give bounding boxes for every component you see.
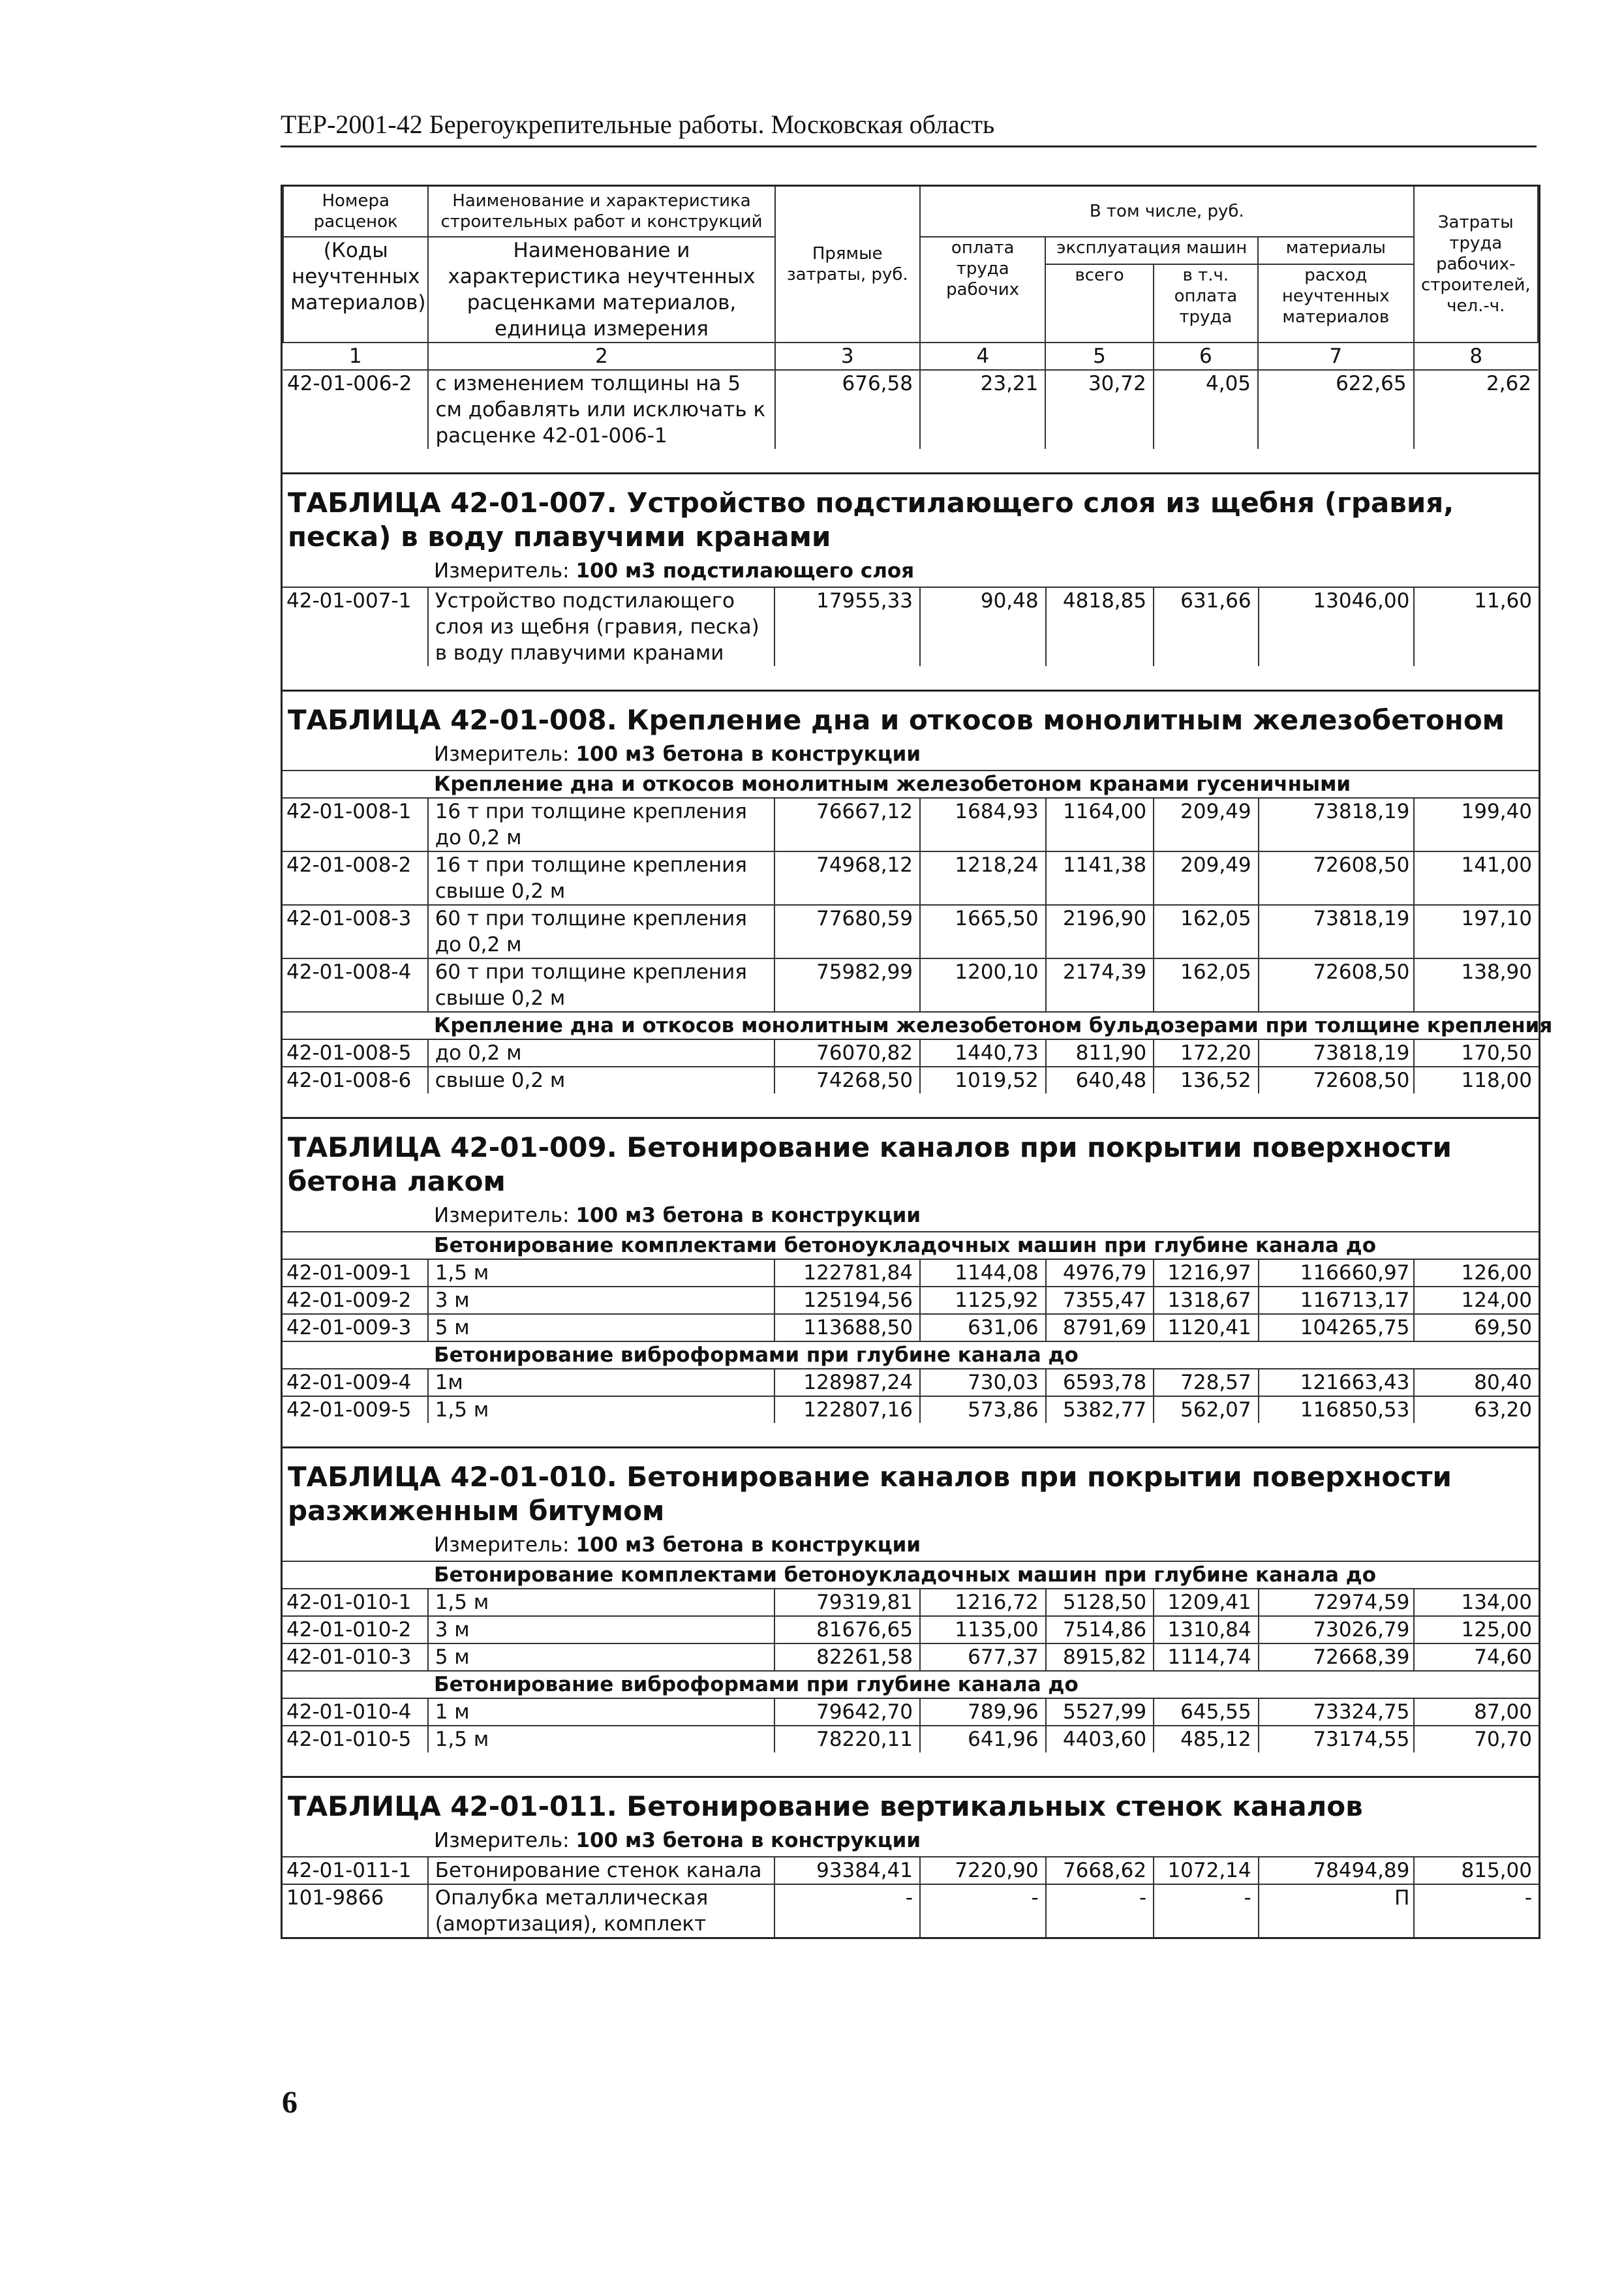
measure-row [283,558,1539,587]
row-direct: 125194,56 [774,1287,920,1314]
measure-label: Измеритель: [434,1533,570,1557]
measure-cell [283,1202,1539,1232]
header-materials-sub: расход неучтенных материалов [1258,264,1414,343]
row-labor: 730,03 [920,1369,1046,1396]
table-row [283,1857,1539,1884]
row-direct: 78220,11 [774,1726,920,1752]
section-title: Бетонирование комплектами бетоноукладочных машин при глубине канала до [283,1232,1539,1259]
row-direct: 79642,70 [774,1698,920,1726]
column-number: 7 [1258,343,1414,370]
row-labor: - [920,1884,1046,1937]
row-name: 1 м [428,1698,775,1726]
row-code: 42-01-010-2 [283,1616,428,1643]
row-machines-labor: 562,07 [1154,1396,1259,1423]
row-name: Бетонирование стенок канала [428,1857,775,1884]
row-name: Опалубка металлическая (амортизация), комплект [428,1884,775,1937]
table-42-01-008 [283,690,1553,1117]
row-direct: 79319,81 [774,1589,920,1616]
row-name: 16 т при толщине крепления до 0,2 м [428,798,775,851]
column-number: 8 [1414,343,1538,370]
table-row [283,1616,1539,1643]
row-machines: 4976,79 [1046,1259,1154,1287]
row-code: 42-01-008-6 [283,1067,428,1093]
row-direct: - [774,1884,920,1937]
row-direct: 113688,50 [774,1314,920,1341]
row-materials: 78494,89 [1259,1857,1415,1884]
row-labor-hours: - [1414,1884,1539,1937]
row-machines-labor: 1120,41 [1154,1314,1259,1341]
row-materials: 72668,39 [1259,1643,1415,1671]
table-title: ТАБЛИЦА 42-01-010. Бетонирование каналов при покрытии поверхности разжиженным битумом [283,1446,1539,1532]
row-machines-labor: 631,66 [1154,587,1258,666]
row-materials: 73324,75 [1259,1698,1415,1726]
row-labor: 1019,52 [920,1067,1046,1093]
row-machines-labor: 645,55 [1154,1698,1259,1726]
table-header [283,186,1538,371]
row-labor: 1216,72 [920,1589,1046,1616]
measure-value: 100 м3 бетона в конструкции [575,1829,921,1852]
row-name: 1,5 м [428,1726,775,1752]
row-machines-labor: 1318,67 [1154,1287,1259,1314]
row-direct: 77680,59 [774,905,920,958]
header-including: В том числе, руб. [920,186,1414,237]
column-number: 4 [920,343,1045,370]
row-direct: 93384,41 [774,1857,920,1884]
row-machines: 6593,78 [1046,1369,1154,1396]
row-materials: 622,65 [1258,370,1414,449]
page-number: 6 [282,2085,298,2120]
row-code: 42-01-006-2 [283,370,428,449]
table-title: ТАБЛИЦА 42-01-011. Бетонирование вертикальных стенок каналов [283,1776,1539,1827]
row-code: 42-01-009-1 [283,1259,428,1287]
row-machines: 8915,82 [1046,1643,1154,1671]
measure-row [283,1202,1539,1232]
price-table-document [281,185,1553,1939]
table-row [283,1369,1539,1396]
row-code: 42-01-007-1 [283,587,428,666]
row-name: 60 т при толщине крепления до 0,2 м [428,905,775,958]
table-row [283,587,1539,666]
row-name: 60 т при толщине крепления свыше 0,2 м [428,958,775,1012]
row-materials: 72608,50 [1259,1067,1415,1093]
table-42-01-010 [283,1446,1539,1776]
row-machines-labor: 162,05 [1154,958,1259,1012]
section-row [283,1561,1539,1589]
column-number: 2 [428,343,774,370]
measure-value: 100 м3 бетона в конструкции [575,742,921,766]
row-direct: 76667,12 [774,798,920,851]
row-direct: 122807,16 [774,1396,920,1423]
row-name: до 0,2 м [428,1039,775,1067]
row-code: 42-01-008-4 [283,958,428,1012]
row-code: 42-01-008-5 [283,1039,428,1067]
row-machines: 640,48 [1046,1067,1154,1093]
row-labor: 677,37 [920,1643,1046,1671]
table-row [283,1726,1539,1752]
section-row [283,1012,1539,1039]
row-labor-hours: 124,00 [1414,1287,1539,1314]
row-code: 42-01-009-5 [283,1396,428,1423]
row-materials: 116850,53 [1259,1396,1415,1423]
row-name: 3 м [428,1287,775,1314]
row-code: 42-01-008-3 [283,905,428,958]
measure-label: Измеритель: [434,1829,570,1852]
row-labor-hours: 815,00 [1414,1857,1539,1884]
table-row [283,1067,1539,1093]
row-direct: 676,58 [775,370,920,449]
row-machines-labor: 485,12 [1154,1726,1259,1752]
row-direct: 122781,84 [774,1259,920,1287]
row-machines-labor: 1209,41 [1154,1589,1259,1616]
row-labor-hours: 141,00 [1414,851,1539,905]
table-row [283,1698,1539,1726]
row-machines: 811,90 [1046,1039,1154,1067]
row-labor-hours: 63,20 [1414,1396,1539,1423]
column-number: 1 [283,343,428,370]
measure-cell [283,741,1539,771]
row-labor: 23,21 [920,370,1045,449]
table-title: ТАБЛИЦА 42-01-008. Крепление дна и откосов монолитным железобетоном [283,690,1539,741]
row-labor: 1665,50 [920,905,1046,958]
row-code: 42-01-010-5 [283,1726,428,1752]
row-labor-hours: 74,60 [1414,1643,1539,1671]
row-machines-labor: 172,20 [1154,1039,1259,1067]
row-direct: 128987,24 [774,1369,920,1396]
table-row [283,1314,1539,1341]
row-labor-hours: 11,60 [1414,587,1539,666]
measure-value: 100 м3 бетона в конструкции [575,1204,921,1227]
row-labor: 7220,90 [920,1857,1046,1884]
running-header: ТЕР-2001-42 Берегоукрепительные работы. Московская область [281,108,1537,147]
row-labor: 1218,24 [920,851,1046,905]
section-row [283,1232,1539,1259]
row-labor: 90,48 [920,587,1046,666]
row-machines-labor: 4,05 [1154,370,1258,449]
row-name: 1м [428,1369,775,1396]
row-labor: 1144,08 [920,1259,1046,1287]
measure-cell [283,1532,1539,1561]
table-row [283,1287,1539,1314]
row-machines-labor: 728,57 [1154,1369,1259,1396]
row-materials: 73174,55 [1259,1726,1415,1752]
row-materials: 72974,59 [1259,1589,1415,1616]
table-row [283,370,1538,449]
header-labor-pay: оплата труда рабочих [920,237,1045,343]
row-machines-labor: 1216,97 [1154,1259,1259,1287]
row-name: с изменением толщины на 5 см добавлять или исключать к расценке 42-01-006-1 [428,370,774,449]
row-direct: 17955,33 [774,587,920,666]
row-materials: 73818,19 [1259,905,1415,958]
header-name-bottom: Наименование и характеристика неучтенных расценками материалов, единица измерения [428,237,774,343]
row-name: 16 т при толщине крепления свыше 0,2 м [428,851,775,905]
header-machines: эксплуатация машин [1045,237,1258,264]
row-machines-labor: 209,49 [1154,798,1259,851]
row-labor: 1684,93 [920,798,1046,851]
table-title: ТАБЛИЦА 42-01-009. Бетонирование каналов при покрытии поверхности бетона лаком [283,1117,1539,1202]
row-name: 1,5 м [428,1589,775,1616]
section-row [283,1671,1539,1698]
row-labor-hours: 69,50 [1414,1314,1539,1341]
table-row [283,851,1539,905]
measure-cell [283,1827,1539,1857]
row-machines: 5382,77 [1046,1396,1154,1423]
row-labor: 1200,10 [920,958,1046,1012]
row-labor: 1440,73 [920,1039,1046,1067]
row-machines: 2174,39 [1046,958,1154,1012]
table-row [283,1589,1539,1616]
row-name: Устройство подстилающего слоя из щебня (гравия, песка) в воду плавучими кранами [428,587,775,666]
row-machines: 4403,60 [1046,1726,1154,1752]
row-machines: 30,72 [1045,370,1153,449]
row-machines: 1164,00 [1046,798,1154,851]
row-labor: 1135,00 [920,1616,1046,1643]
row-materials: П [1259,1884,1415,1937]
row-name: свыше 0,2 м [428,1067,775,1093]
row-materials: 13046,00 [1259,587,1415,666]
row-code: 42-01-009-2 [283,1287,428,1314]
row-labor-hours: 199,40 [1414,798,1539,851]
row-labor-hours: 125,00 [1414,1616,1539,1643]
row-code: 42-01-009-3 [283,1314,428,1341]
row-direct: 82261,58 [774,1643,920,1671]
column-number: 6 [1154,343,1258,370]
row-machines: 7668,62 [1046,1857,1154,1884]
measure-row [283,741,1539,771]
header-code-top: Номера расценок [283,186,428,237]
measure-row [283,1827,1539,1857]
table-row [283,1884,1539,1937]
table-row [283,798,1539,851]
row-labor-hours: 87,00 [1414,1698,1539,1726]
row-name: 3 м [428,1616,775,1643]
header-labor-cost: Затраты труда рабочих-строителей, чел.-ч. [1414,186,1538,343]
row-labor: 641,96 [920,1726,1046,1752]
measure-value: 100 м3 подстилающего слоя [575,559,915,583]
table-row [283,958,1539,1012]
row-machines-labor: 1072,14 [1154,1857,1259,1884]
section-title: Крепление дна и откосов монолитным железобетоном кранами гусеничными [283,771,1539,798]
row-code: 42-01-010-3 [283,1643,428,1671]
section-title: Крепление дна и откосов монолитным железобетоном бульдозерами при толщине крепления [283,1012,1539,1039]
row-labor: 573,86 [920,1396,1046,1423]
measure-cell [283,558,1539,587]
row-labor: 1125,92 [920,1287,1046,1314]
row-machines: 5527,99 [1046,1698,1154,1726]
row-labor-hours: 2,62 [1414,370,1538,449]
row-name: 5 м [428,1643,775,1671]
row-machines: 2196,90 [1046,905,1154,958]
section-title: Бетонирование виброформами при глубине канала до [283,1341,1539,1369]
row-code: 42-01-008-2 [283,851,428,905]
column-number: 3 [775,343,920,370]
row-labor-hours: 134,00 [1414,1589,1539,1616]
row-machines: 4818,85 [1046,587,1154,666]
row-machines-labor: 1310,84 [1154,1616,1259,1643]
row-name: 1,5 м [428,1259,775,1287]
table-row [283,1259,1539,1287]
row-name: 1,5 м [428,1396,775,1423]
row-materials: 72608,50 [1259,958,1415,1012]
row-materials: 73818,19 [1259,798,1415,851]
measure-value: 100 м3 бетона в конструкции [575,1533,921,1557]
row-direct: 74268,50 [774,1067,920,1093]
table-row [283,1039,1539,1067]
row-materials: 116713,17 [1259,1287,1415,1314]
section-title: Бетонирование комплектами бетоноукладочных машин при глубине канала до [283,1561,1539,1589]
row-machines: - [1046,1884,1154,1937]
row-name: 5 м [428,1314,775,1341]
table-42-01-009 [283,1117,1539,1446]
row-labor-hours: 170,50 [1414,1039,1539,1067]
row-machines-labor: 1114,74 [1154,1643,1259,1671]
row-labor-hours: 197,10 [1414,905,1539,958]
row-labor-hours: 80,40 [1414,1369,1539,1396]
measure-label: Измеритель: [434,742,570,766]
row-code: 42-01-010-4 [283,1698,428,1726]
measure-label: Измеритель: [434,1204,570,1227]
row-materials: 73026,79 [1259,1616,1415,1643]
section-row [283,771,1539,798]
row-machines: 1141,38 [1046,851,1154,905]
measure-label: Измеритель: [434,559,570,583]
row-labor: 789,96 [920,1698,1046,1726]
measure-row [283,1532,1539,1561]
row-direct: 76070,82 [774,1039,920,1067]
row-materials: 116660,97 [1259,1259,1415,1287]
column-numbers-row [283,343,1538,370]
row-machines-labor: 209,49 [1154,851,1259,905]
row-materials: 72608,50 [1259,851,1415,905]
row-code: 101-9866 [283,1884,428,1937]
row-code: 42-01-010-1 [283,1589,428,1616]
header-name-top: Наименование и характеристика строительных работ и конструкций [428,186,774,237]
table-42-01-007 [283,472,1539,690]
header-machines-total: всего [1045,264,1153,343]
row-labor-hours: 138,90 [1414,958,1539,1012]
price-table [283,185,1539,472]
row-machines: 7514,86 [1046,1616,1154,1643]
header-direct-costs: Прямые затраты, руб. [775,186,920,343]
table-42-01-011 [283,1776,1539,1937]
header-materials: материалы [1258,237,1414,264]
row-labor-hours: 70,70 [1414,1726,1539,1752]
row-machines: 7355,47 [1046,1287,1154,1314]
row-materials: 104265,75 [1259,1314,1415,1341]
row-materials: 73818,19 [1259,1039,1415,1067]
table-title: ТАБЛИЦА 42-01-007. Устройство подстилающего слоя из щебня (гравия, песка) в воду плавучими кранами [283,472,1539,558]
header-machines-labor: в т.ч. оплата труда [1154,264,1258,343]
row-machines-labor: - [1154,1884,1259,1937]
row-materials: 121663,43 [1259,1369,1415,1396]
row-machines: 8791,69 [1046,1314,1154,1341]
row-code: 42-01-011-1 [283,1857,428,1884]
section-row [283,1341,1539,1369]
row-machines-labor: 136,52 [1154,1067,1259,1093]
row-code: 42-01-009-4 [283,1369,428,1396]
row-direct: 74968,12 [774,851,920,905]
row-labor: 631,06 [920,1314,1046,1341]
section-title: Бетонирование виброформами при глубине канала до [283,1671,1539,1698]
row-labor-hours: 118,00 [1414,1067,1539,1093]
table-row [283,1396,1539,1423]
header-code-bottom: (Коды неучтенных материалов) [283,237,428,343]
column-number: 5 [1045,343,1153,370]
row-machines-labor: 162,05 [1154,905,1259,958]
row-machines: 5128,50 [1046,1589,1154,1616]
row-direct: 81676,65 [774,1616,920,1643]
row-code: 42-01-008-1 [283,798,428,851]
table-row [283,1643,1539,1671]
table-row [283,905,1539,958]
row-direct: 75982,99 [774,958,920,1012]
row-labor-hours: 126,00 [1414,1259,1539,1287]
